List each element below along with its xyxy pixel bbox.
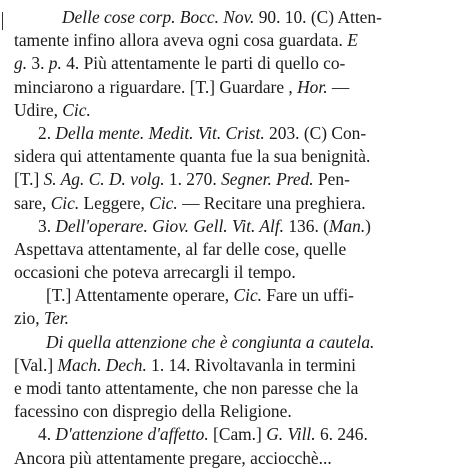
text-segment: Udire, (14, 99, 63, 120)
italic-segment: S. Ag. C. D. volg. (43, 169, 165, 190)
text-line (14, 99, 462, 122)
text-line (14, 52, 462, 75)
text-line (14, 29, 462, 52)
italic-segment: Ter. (43, 308, 69, 329)
text-line (14, 307, 462, 330)
text-line (14, 423, 462, 446)
text-segment: Fare un uffi- (262, 285, 354, 306)
text-line (14, 354, 462, 377)
text-segment: Leggere, (79, 192, 150, 213)
text-segment: 3. (38, 215, 56, 236)
text-line (14, 122, 462, 145)
text-line (14, 76, 462, 99)
text-line (14, 192, 462, 215)
text-segment: Pen- (313, 169, 350, 190)
text-segment: 3. (27, 53, 49, 74)
text-line (14, 145, 462, 168)
text-segment: tamente infino allora aveva ogni cosa guardata. (14, 30, 348, 51)
text-segment: [T.] Attentamente operare, (46, 285, 234, 306)
text-segment: 4. Più attentamente le parti di quello co- (61, 53, 346, 74)
text-segment: minciarono a riguardare. [T.] Guardare , (14, 76, 298, 97)
text-segment: 203. (C) Con- (264, 122, 367, 143)
italic-segment: Dell'operare. Giov. Gell. Vit. Alf. (55, 215, 285, 236)
text-segment: sare, (14, 192, 51, 213)
text-line (14, 447, 462, 470)
text-segment: ) (365, 215, 371, 236)
text-line (14, 261, 462, 284)
italic-segment: G. Vill. (266, 424, 316, 445)
text-line (14, 284, 462, 307)
text-segment: facessino con dispregio della Religione. (14, 401, 292, 422)
italic-segment: Della mente. Medit. Vit. Crist. (55, 122, 265, 143)
italic-segment: Di quella attenzione che è congiunta a cautela. (46, 331, 375, 352)
italic-segment: Hor. (297, 76, 328, 97)
italic-segment: E (347, 30, 358, 51)
entry-text (14, 6, 462, 470)
text-segment: — (327, 76, 350, 97)
text-segment: [T.] (14, 169, 44, 190)
italic-segment: Cic. (62, 99, 91, 120)
text-line (14, 331, 462, 354)
text-segment: Aspettava attentamente, al far delle cose, quelle (14, 238, 347, 259)
text-segment: — Recitare una preghiera. (177, 192, 366, 213)
italic-segment: D'attenzione d'affetto. (55, 424, 209, 445)
text-line (14, 400, 462, 423)
margin-mark (2, 12, 3, 30)
italic-segment: Cic. (233, 285, 263, 306)
text-segment: [Cam.] (208, 424, 267, 445)
text-segment: 90. 10. (C) Atten- (254, 7, 382, 27)
italic-segment: Delle cose corp. Bocc. Nov. (62, 7, 255, 27)
italic-segment: Segner. Pred. (221, 169, 314, 190)
text-segment: 4. (38, 424, 56, 445)
text-line (14, 168, 462, 191)
text-segment: 2. (38, 122, 56, 143)
text-line (14, 377, 462, 400)
text-segment: occasioni che poteva arrecargli il tempo. (14, 262, 296, 283)
text-segment: sidera qui attentamente quanta fue la sua benignità. (14, 146, 371, 167)
text-segment: 1. 14. Rivoltavanla in termini (146, 354, 356, 375)
text-segment: [Val.] (14, 354, 58, 375)
text-segment: 136. ( (284, 215, 329, 236)
italic-segment: Cic. (50, 192, 80, 213)
italic-segment: p. (48, 53, 62, 74)
text-segment: 6. 246. (315, 424, 368, 445)
italic-segment: Cic. (149, 192, 178, 213)
italic-segment: g. (14, 53, 28, 74)
text-segment: e modi tanto attentamente, che non paresse che la (14, 378, 359, 398)
text-line (14, 238, 462, 261)
italic-segment: Man. (328, 215, 366, 236)
text-line (14, 6, 462, 29)
italic-segment: Mach. Dech. (57, 354, 147, 375)
text-segment: Ancora più attentamente pregare, acciocchè... (14, 447, 332, 468)
text-line (14, 215, 462, 238)
text-segment: 1. 270. (164, 169, 222, 190)
text-segment: zio, (14, 308, 44, 329)
